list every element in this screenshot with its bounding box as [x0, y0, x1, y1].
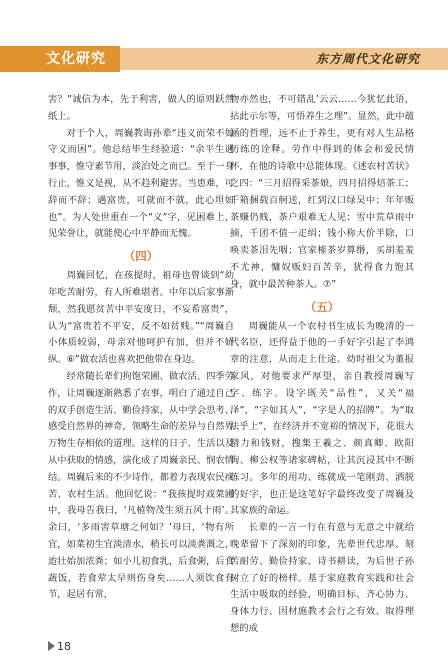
page-number [48, 640, 71, 654]
paragraph: 害？”诚信为本，先于利害，做人的原则跃然纸上。 [48, 94, 234, 122]
paragraph: 周巍能从一个农村书生成长为晚清的一代名臣，还得益于他的一手好字引起了李鸿章的注意，从而走上仕途。幼时祖父为董报家风，对他要求严厚望，亲自教授周巍写字、练字。设字既关“品性”，又关“福泽”，“字如其人”，“字是人的招牌”。为“取法乎上”，在经济并不宽裕的情况下，花很大精力和钱财，搜集王羲之、颜真卿、欧阳询、柳公权等诸家碑帖，让其沉浸其中不断练习。多年的用功、练就成一笔刚劲、洒脱的好字，也正是这笔好字最终改变了周巍及其家族的命运。 [230, 320, 414, 517]
paragraph: 长辈的一言一行在有意与无意之中就给晚辈留下了深刻的印象，先辈世代忠厚、刻苦耐劳、勤俭持家、诗书耕读，为后世子孙树立了好的榜样。基于家庭教育实践和社会生活中吸取的经验，明确目标、齐心协力、身体力行、因材施教才会行之有效、取得理想的成 [230, 522, 414, 634]
section-title: 文化研究 [46, 51, 106, 67]
page-number-text: 18 [57, 640, 71, 653]
right-column [230, 92, 414, 638]
section-heading-4: （四） [123, 249, 159, 264]
triangle-right-icon [48, 641, 55, 651]
left-column [48, 92, 234, 604]
magazine-title: 东方周代文化研究 [315, 52, 420, 66]
paragraph: 周巍回忆，在孩提时，祖母也曾谈到“幼年吃苦耐劳，有人所难堪者。中年以后家事渐颓，然我愿贫苦中平安度日，不妄希富贵”，认为“富贵若不平安，反不如贫贱。”“周巍自小体质较弱，母亲对他呵护有加，但并不娇纵。⑥”做农活也喜欢把他带在身边。 [48, 270, 234, 366]
paragraph: 经常随长辈们拘饱荣圃、做农活、四季劳作，让周巍逐渐熟悉了农事，明白了通过自己的双手创造生活、勤俭持家，从中学会思考、感受自然界的神奇，领略生命的差异与自然界万物生存相依的道理。这样的日子、生活以及从中获取的情感，演化成了周巍亲民、悯农情结。周巍后来的不少诗作，都着力表现农民疾苦、农村生活。他回忆说：“我孩提时戏菜圃中，我母告我曰，‘凡植物茂生须五风十雨’。余曰，‘多雨害草塘之何如？’母曰，‘物有所宜，如菜初生宜淡清水，稍长可以淡粪溉之，迨壮始加浓粪；如小儿初食乳，后食粥，后食蔬饭，若食荤太早则伤身矣……人须饮食有节，起居有常， [48, 370, 234, 601]
section-heading-5: （五） [304, 299, 340, 314]
paragraph: 物亦然也，不可错乱’云云……今犹忆此语，拈此示尔等，可悟养生之理”。显然，此中蕴涵的哲理，远不止于养生，更有对人生品格历练的诠释。劳作中得到的体会和爱民情怀，在他的诗歌中总能体现。《述农村苦状》之四：“三月招得采茶娘，四月招得焙茶工；千箱捆载百舸送，红到汉口绿吴中；年年贩茶赚仍贱，茶户艰难无人见；雪中荒草雨中摘，千团不值一疋绢；钱小称大价半除，口唤卖茶泪先咽；官家榷茶岁算缗，买胡羞羞不尤神，慵奴贩妇百苦辛，犹得食力饱其身，就中最苦种茶人。⑦” [230, 94, 414, 290]
paragraph: 对于个人，周巍教诲孙辈“违义而荣不如守义而困”。他总结毕生经验道：“余平生遇事事，惟守素节用，淡泊处之而已。至于一身行止，惟义是视，从不趋利避害。当患难，可辞而不辞；遇富贵，可就而不就，此心坦如也”。为人处世重在一个“义”字，见困难上，见荣誉让，就能使心中平静而无愧。 [48, 127, 234, 240]
